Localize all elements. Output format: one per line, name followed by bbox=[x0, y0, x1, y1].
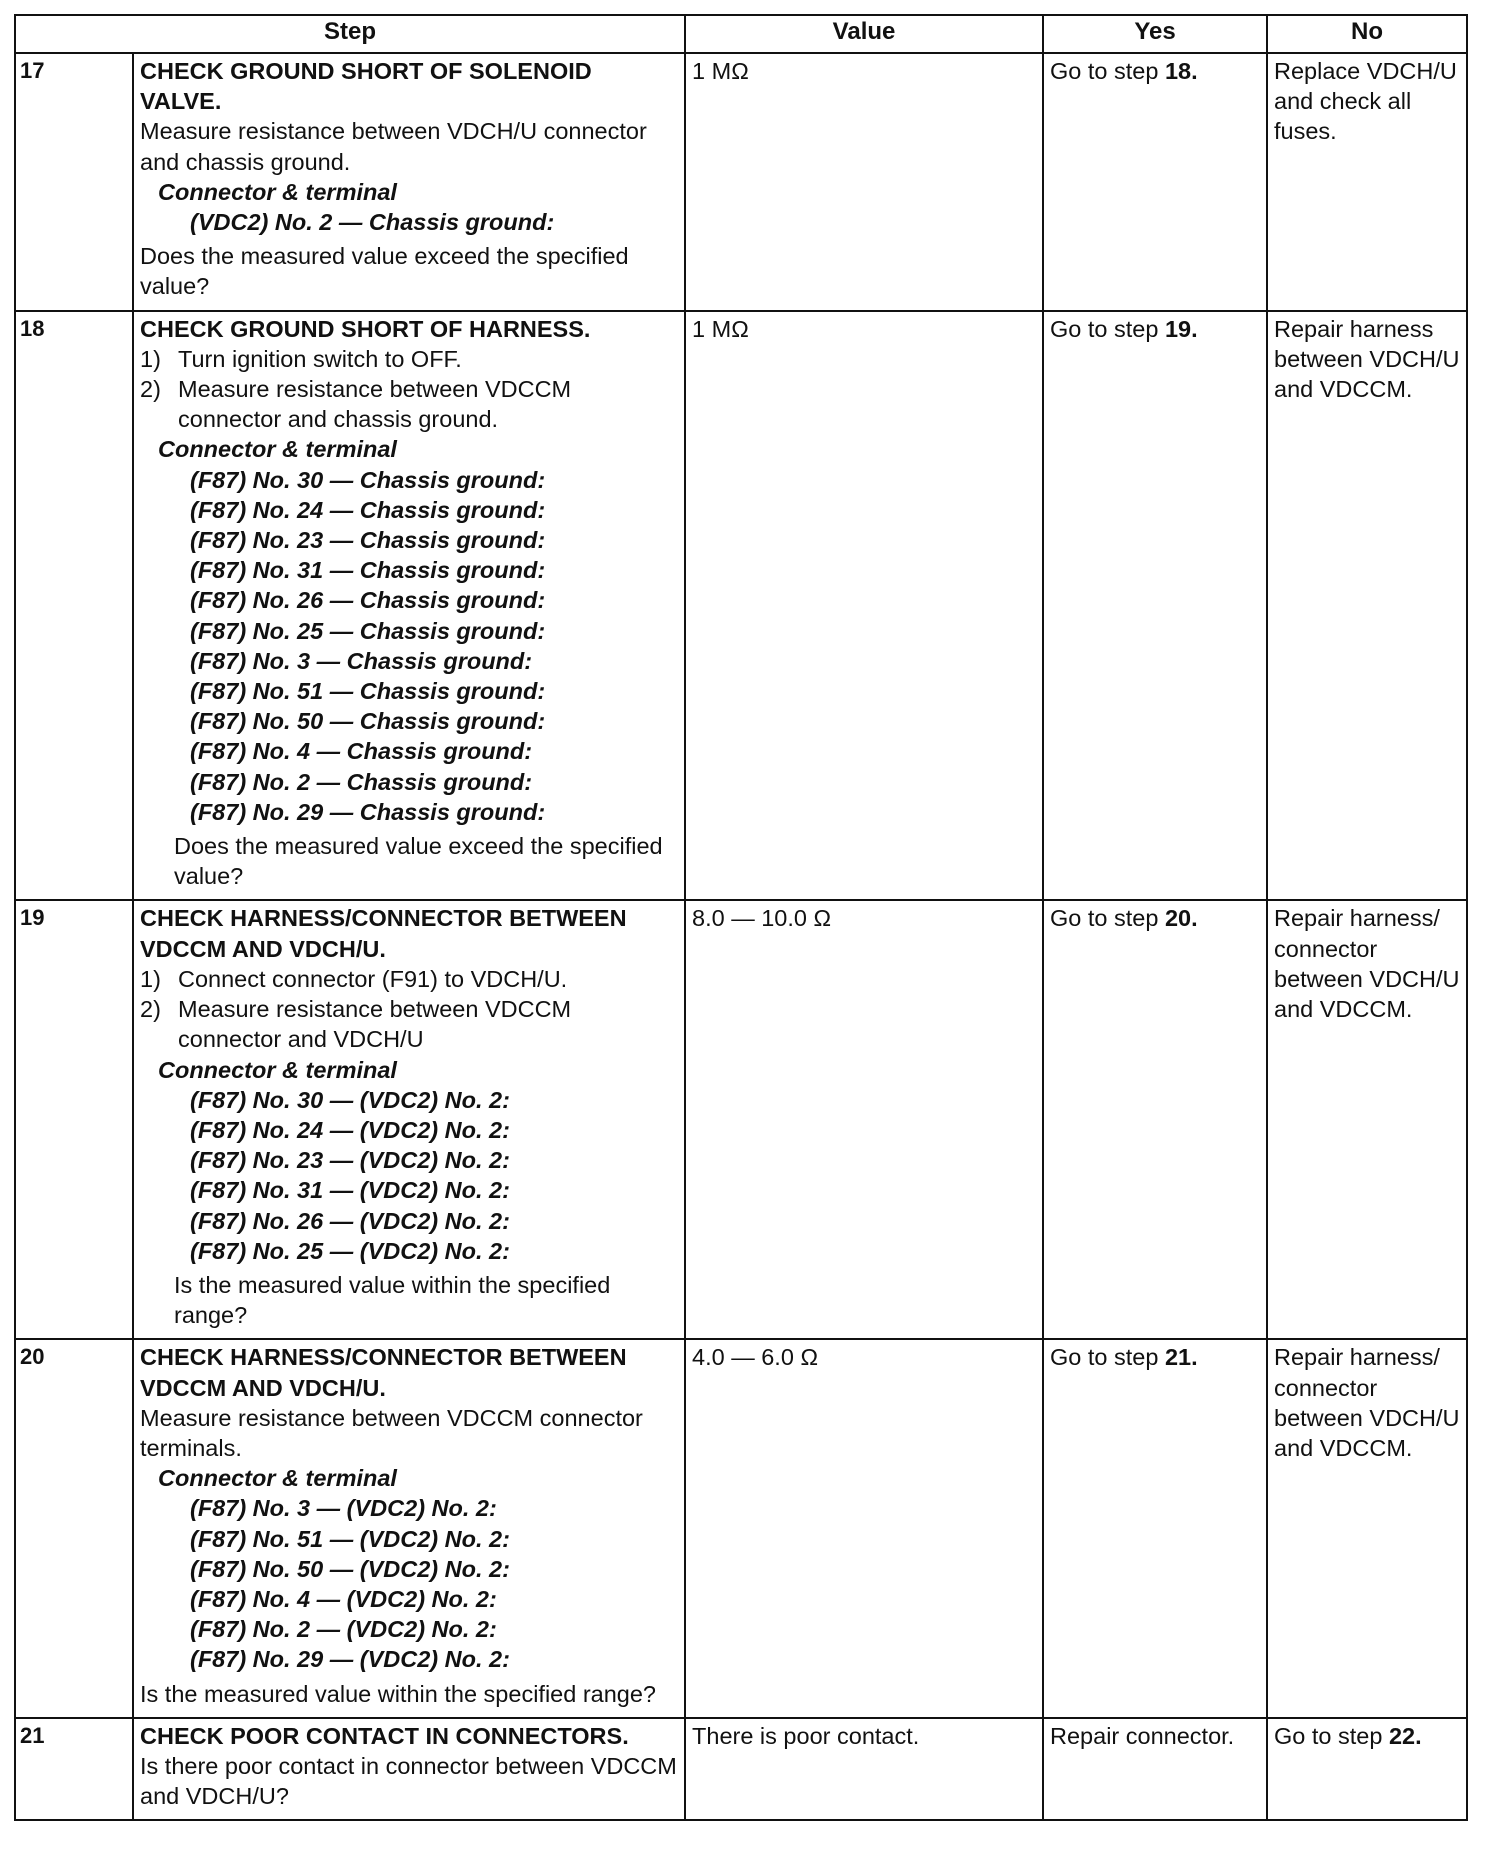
step-number: 17 bbox=[15, 53, 133, 311]
step-description bbox=[133, 1718, 685, 1821]
terminal-item: (F87) No. 24 — (VDC2) No. 2: bbox=[190, 1116, 510, 1143]
step-number: 20 bbox=[15, 1339, 133, 1717]
connector-label: Connector & terminal bbox=[158, 178, 397, 205]
step-question: Does the measured value exceed the specified value? bbox=[174, 833, 663, 890]
header-step: Step bbox=[15, 15, 685, 53]
yes-step-ref: 21. bbox=[1164, 1344, 1198, 1371]
terminal-item: (F87) No. 30 — Chassis ground: bbox=[190, 466, 546, 493]
procedure-step-text: Measure resistance between VDCCM connector and chassis ground. bbox=[178, 376, 572, 433]
yes-step-ref: 19. bbox=[1164, 315, 1198, 342]
terminal-item: (F87) No. 29 — (VDC2) No. 2: bbox=[190, 1646, 510, 1673]
table-row bbox=[15, 53, 1467, 311]
value-cell: 1 MΩ bbox=[685, 311, 1043, 901]
terminal-item: (F87) No. 29 — Chassis ground: bbox=[190, 798, 546, 825]
terminal-item: (F87) No. 26 — Chassis ground: bbox=[190, 587, 546, 614]
step-question: Is the measured value within the specified range? bbox=[174, 1271, 611, 1329]
procedure-step-number: 1) bbox=[140, 965, 161, 992]
terminal-item: (F87) No. 50 — (VDC2) No. 2: bbox=[190, 1555, 510, 1582]
step-title: CHECK GROUND SHORT OF SOLENOID VALVE. bbox=[140, 58, 592, 115]
yes-step-ref: 18. bbox=[1164, 58, 1198, 84]
terminal-item: (F87) No. 26 — (VDC2) No. 2: bbox=[190, 1207, 510, 1234]
header-no: No bbox=[1267, 15, 1467, 53]
terminal-item: (F87) No. 23 — (VDC2) No. 2: bbox=[190, 1147, 510, 1174]
terminal-item: (F87) No. 3 — Chassis ground: bbox=[190, 647, 533, 674]
step-instruction: Measure resistance between VDCCM connector terminals. bbox=[140, 1404, 643, 1461]
table-row bbox=[15, 311, 1467, 901]
yes-cell bbox=[1043, 311, 1267, 901]
step-title: CHECK POOR CONTACT IN CONNECTORS. bbox=[140, 1722, 629, 1749]
no-cell: Repair harness between VDCH/U and VDCCM. bbox=[1267, 311, 1467, 901]
yes-step-ref: 20. bbox=[1164, 905, 1198, 932]
terminal-item: (F87) No. 51 — (VDC2) No. 2: bbox=[190, 1525, 510, 1552]
value-cell: 1 MΩ bbox=[685, 53, 1043, 311]
step-number: 21 bbox=[15, 1718, 133, 1821]
connector-label: Connector & terminal bbox=[158, 1056, 397, 1083]
procedure-step-number: 1) bbox=[140, 345, 161, 372]
terminal-item: (F87) No. 31 — Chassis ground: bbox=[190, 557, 546, 584]
yes-cell: Repair connector. bbox=[1043, 1718, 1267, 1821]
step-instruction: Measure resistance between VDCH/U connector and chassis ground. bbox=[140, 118, 647, 175]
step-description bbox=[133, 53, 685, 311]
diagnostic-document bbox=[14, 14, 1466, 1821]
no-cell: Replace VDCH/U and check all fuses. bbox=[1267, 53, 1467, 311]
terminal-item: (F87) No. 30 — (VDC2) No. 2: bbox=[190, 1086, 510, 1113]
procedure-step-text: Connect connector (F91) to VDCH/U. bbox=[178, 965, 568, 992]
step-title: CHECK HARNESS/CONNECTOR BETWEEN VDCCM AND VDCH/U. bbox=[140, 1344, 627, 1401]
terminal-item: (F87) No. 3 — (VDC2) No. 2: bbox=[190, 1495, 497, 1522]
terminal-item: (F87) No. 24 — Chassis ground: bbox=[190, 496, 546, 523]
step-title: CHECK GROUND SHORT OF HARNESS. bbox=[140, 315, 591, 342]
table-row bbox=[15, 1339, 1467, 1717]
procedure-step bbox=[140, 994, 678, 1054]
no-prefix: Go to step bbox=[1274, 1722, 1389, 1749]
procedure-step-number: 2) bbox=[140, 996, 161, 1023]
procedure-step bbox=[140, 344, 678, 374]
diagnostic-table bbox=[14, 14, 1468, 1821]
terminal-item: (F87) No. 25 — Chassis ground: bbox=[190, 617, 546, 644]
no-cell: Repair harness/ connector between VDCH/U and VDCCM. bbox=[1267, 1339, 1467, 1717]
yes-cell bbox=[1043, 1339, 1267, 1717]
value-cell: 4.0 — 6.0 Ω bbox=[685, 1339, 1043, 1717]
no-cell: Repair harness/ connector between VDCH/U and VDCCM. bbox=[1267, 900, 1467, 1339]
yes-cell bbox=[1043, 53, 1267, 311]
value-cell: 8.0 — 10.0 Ω bbox=[685, 900, 1043, 1339]
header-yes: Yes bbox=[1043, 15, 1267, 53]
terminal-item: (F87) No. 50 — Chassis ground: bbox=[190, 708, 546, 735]
value-cell: There is poor contact. bbox=[685, 1718, 1043, 1821]
yes-prefix: Go to step bbox=[1050, 1344, 1165, 1371]
step-title: CHECK HARNESS/CONNECTOR BETWEEN VDCCM AND VDCH/U. bbox=[140, 905, 627, 962]
yes-prefix: Go to step bbox=[1050, 905, 1165, 932]
table-header-row bbox=[15, 15, 1467, 53]
table-row bbox=[15, 1718, 1467, 1821]
step-number: 19 bbox=[15, 900, 133, 1339]
terminal-item: (F87) No. 4 — (VDC2) No. 2: bbox=[190, 1585, 497, 1612]
terminal-item: (F87) No. 31 — (VDC2) No. 2: bbox=[190, 1177, 510, 1204]
procedure-step-text: Turn ignition switch to OFF. bbox=[178, 345, 462, 372]
procedure-step bbox=[140, 374, 678, 434]
step-description bbox=[133, 900, 685, 1339]
terminal-item: (F87) No. 51 — Chassis ground: bbox=[190, 678, 546, 705]
step-question: Is there poor contact in connector between VDCCM and VDCH/U? bbox=[140, 1752, 677, 1810]
terminal-item: (F87) No. 23 — Chassis ground: bbox=[190, 527, 546, 554]
terminal-item: (F87) No. 25 — (VDC2) No. 2: bbox=[190, 1237, 510, 1264]
procedure-step bbox=[140, 964, 678, 994]
terminal-item: (F87) No. 4 — Chassis ground: bbox=[190, 738, 533, 765]
step-number: 18 bbox=[15, 311, 133, 901]
connector-label: Connector & terminal bbox=[158, 436, 397, 463]
yes-prefix: Go to step bbox=[1050, 315, 1165, 342]
yes-prefix: Go to step bbox=[1050, 58, 1165, 84]
step-question: Does the measured value exceed the specified value? bbox=[140, 243, 629, 300]
table-row bbox=[15, 900, 1467, 1339]
procedure-step-text: Measure resistance between VDCCM connector and VDCH/U bbox=[178, 996, 572, 1053]
no-cell bbox=[1267, 1718, 1467, 1821]
step-question: Is the measured value within the specified range? bbox=[140, 1680, 657, 1707]
connector-label: Connector & terminal bbox=[158, 1465, 397, 1492]
no-step-ref: 22. bbox=[1388, 1722, 1422, 1749]
step-description bbox=[133, 311, 685, 901]
header-value: Value bbox=[685, 15, 1043, 53]
terminal-item: (F87) No. 2 — Chassis ground: bbox=[190, 768, 533, 795]
procedure-step-number: 2) bbox=[140, 376, 161, 403]
yes-cell bbox=[1043, 900, 1267, 1339]
terminal-item: (F87) No. 2 — (VDC2) No. 2: bbox=[190, 1616, 497, 1643]
step-description bbox=[133, 1339, 685, 1717]
terminal-item: (VDC2) No. 2 — Chassis ground: bbox=[190, 209, 555, 236]
